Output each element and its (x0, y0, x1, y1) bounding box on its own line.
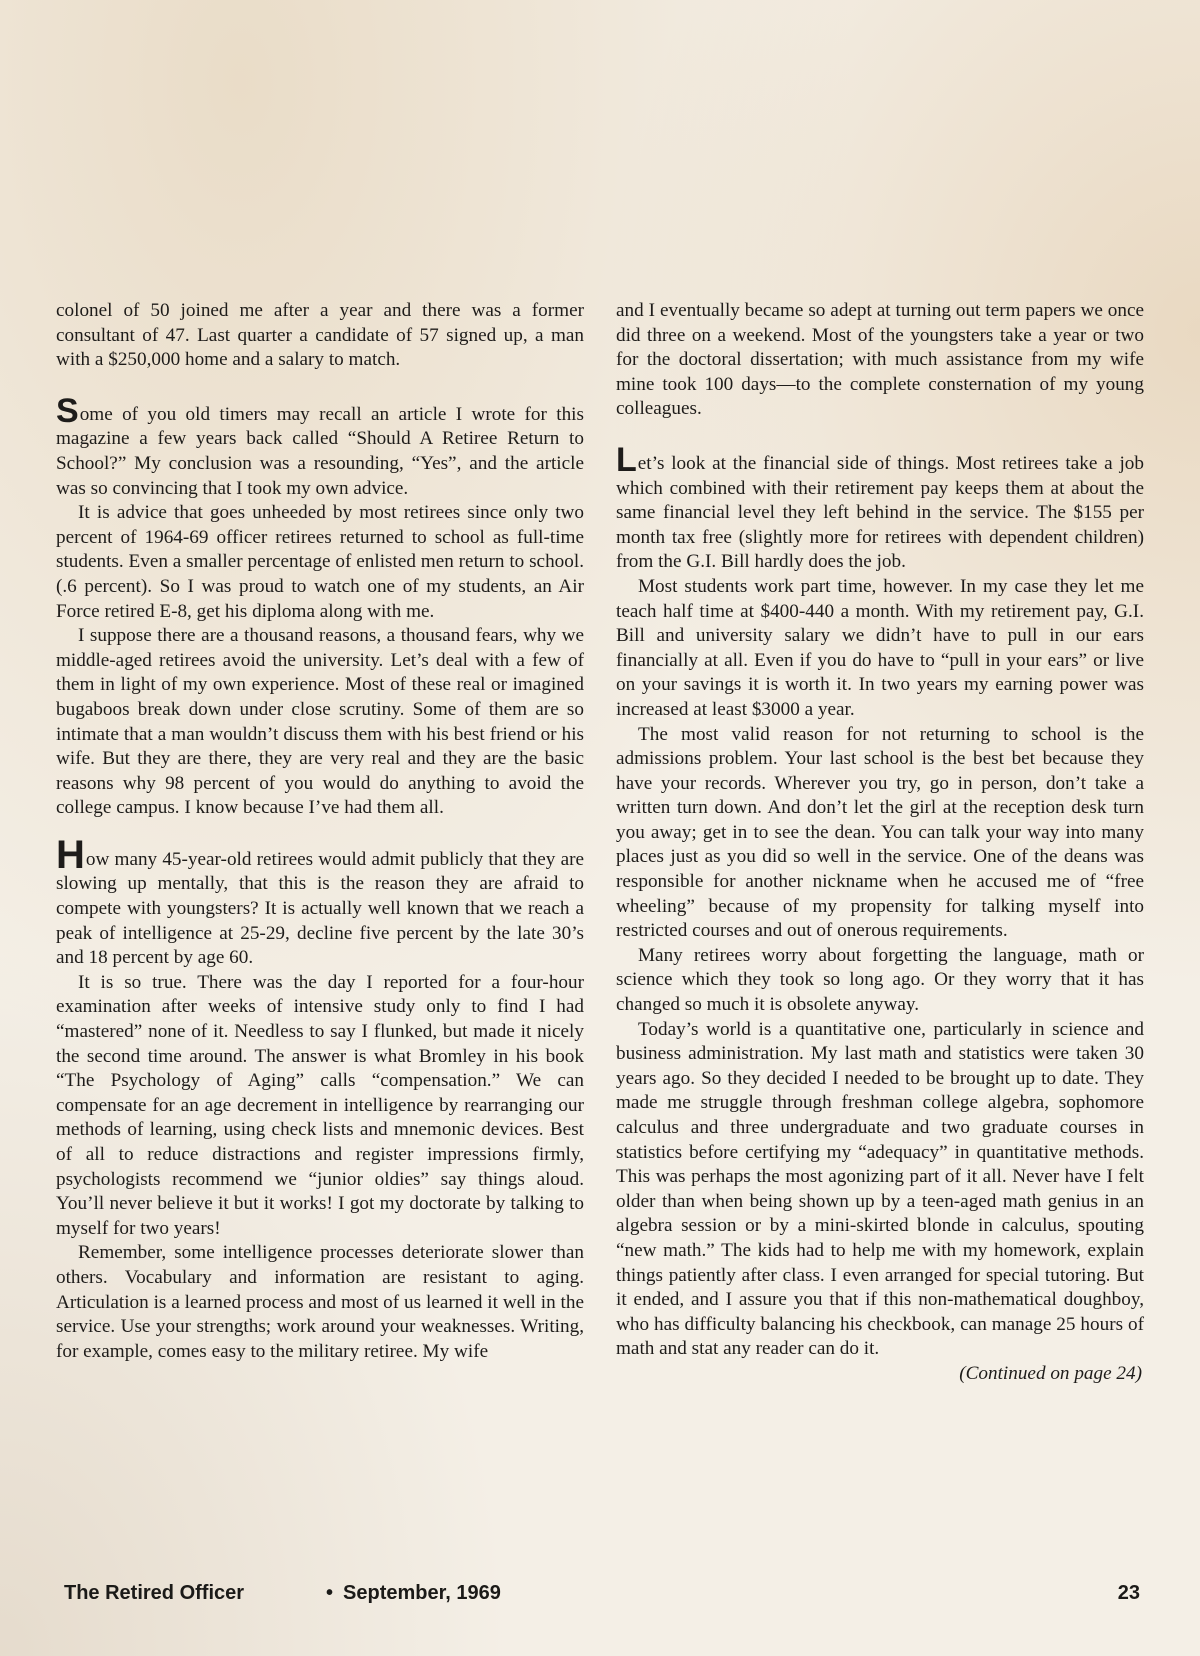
separator-dot: • (326, 1582, 334, 1604)
continued-note: (Continued on page 24) (959, 1362, 1142, 1384)
paragraph: The most valid reason for not returning to school is the admissions problem. Your last school is the best bet because they have your records. Wherever you try, go in person, don’t take a written turn down. And don’t let the girl at the reception desk turn you away; get in to see the dean. You can talk your way into many places just as you did so well in the service. One of the deans was responsible for another nickname when he accused me of “free wheeling” because of my propensity for talking myself into restricted courses and out of onerous requirements. (616, 723, 1144, 942)
paragraph: and I eventually became so adept at turning out term papers we once did three on a weekend. Most of the youngsters take a year or two for the doctoral dissertation; with much assistance from my wife mine took 100 days—to the complete consternation of my young colleagues. (616, 300, 1144, 420)
drop-cap: H (56, 832, 85, 877)
publication-name: The Retired Officer (64, 1582, 245, 1604)
issue-date-group (316, 1582, 501, 1605)
paragraph: Today’s world is a quantitative one, particularly in science and business administration. My last math and statistics were taken 30 years ago. So they decided I needed to be brought up to date. They made me struggle through freshman college algebra, sophomore calculus and three undergraduate and two graduate courses in statistics before certifying my “adequacy” in quantitative methods. This was perhaps the most agonizing part of it all. Never have I felt older than when being shown up by a teen-aged math genius in an algebra session or by a mini-skirted blonde in calculus, spouting “new math.” The kids had to help me with my homework, explain things patiently after class. I even arranged for special tutoring. But it ended, and I assure you that if this non-mathematical doughboy, who has difficulty balancing his checkbook, can manage 25 hours of math and stat any reader can do it. (616, 1018, 1144, 1360)
paragraph: I suppose there are a thousand reasons, a thousand fears, why we middle-aged retirees avoid the university. Let’s deal with a few of them in light of my own experience. Most of these real or imagined bugaboos break down under close scrutiny. Some of them are so intimate that a man wouldn’t discuss them with his best friend or his wife. But they are there, they are very real and they are the basic reasons why 98 percent of you would do anything to avoid the college campus. I know because I’ve had them all. (56, 625, 584, 819)
paragraph-text: ow many 45-year-old retirees would admit publicly that they are slowing up mentally, that this is the reason they are afraid to compete with youngsters? It is actually well known that we reach a peak of intelligence at 25-29, decline five percent by the late 30’s and 18 percent by age 60. (56, 848, 584, 969)
page-footer (64, 1582, 1144, 1612)
section-paragraph (616, 440, 1144, 575)
paragraph: Most students work part time, however. In my case they let me teach half time at $400-440 a month. With my retirement pay, G.I. Bill and university salary we didn’t have to pull in our ears financially at all. Even if you do have to “pull in your ears” or live on your savings it is worth it. In two years my earning power was increased at least $3000 a year. (616, 575, 1144, 720)
paragraph: It is so true. There was the day I reported for a four-hour examination after weeks of intensive study only to find I had “mastered” none of it. Needless to say I flunked, but made it nicely the second time around. The answer is what Bromley in his book “The Psychology of Aging” calls “compensation.” We can compensate for an age decrement in intelligence by rearranging our methods of learning, using check lists and mnemonic devices. Best of all to reduce distractions and register impressions firmly, psychologists recommend we “junior oldies” say things aloud. You’ll never believe it but it works! I got my doctorate by talking to myself for two years! (56, 971, 584, 1239)
article-column-right (616, 299, 1144, 1387)
paragraph: It is advice that goes unheeded by most retirees since only two percent of 1964-69 officer retirees returned to school as full-time students. Even a smaller percentage of enlisted men return to school. (.6 percent). So I was proud to watch one of my students, an Air Force retired E-8, get his diploma along with me. (56, 502, 584, 622)
paragraph: Many retirees worry about forgetting the language, math or science which they took so long ago. Or they worry that it has changed so much it is obsolete anyway. (616, 944, 1144, 1016)
section-paragraph (56, 832, 584, 971)
issue-date: September, 1969 (343, 1582, 501, 1604)
drop-cap: S (56, 391, 79, 430)
section-paragraph (56, 391, 584, 501)
paragraph-text: et’s look at the financial side of things. Most retirees take a job which combined with their retirement pay keeps them at about the same financial level they left behind in the service. The $155 per month tax free (slightly more for retirees with dependent children) from the G.I. Bill hardly does the job. (616, 452, 1144, 573)
paragraph: colonel of 50 joined me after a year and there was a former consultant of 47. Last quarter a candidate of 57 signed up, a man with a $250,000 home and a salary to match. (56, 300, 584, 371)
page-number: 23 (1117, 1582, 1140, 1604)
paragraph: Remember, some intelligence processes deteriorate slower than others. Vocabulary and information are resistant to aging. Articulation is a learned process and most of us learned it well in the service. Use your strengths; work around your weaknesses. Writing, for example, comes easy to the military retiree. My wife (56, 1242, 584, 1362)
drop-cap: L (616, 440, 637, 479)
article-column-left (56, 299, 584, 1364)
paragraph-text: ome of you old timers may recall an article I wrote for this magazine a few years back called “Should A Retiree Return to School?” My conclusion was a resounding, “Yes”, and the article was so convincing that I took my own advice. (56, 403, 584, 499)
